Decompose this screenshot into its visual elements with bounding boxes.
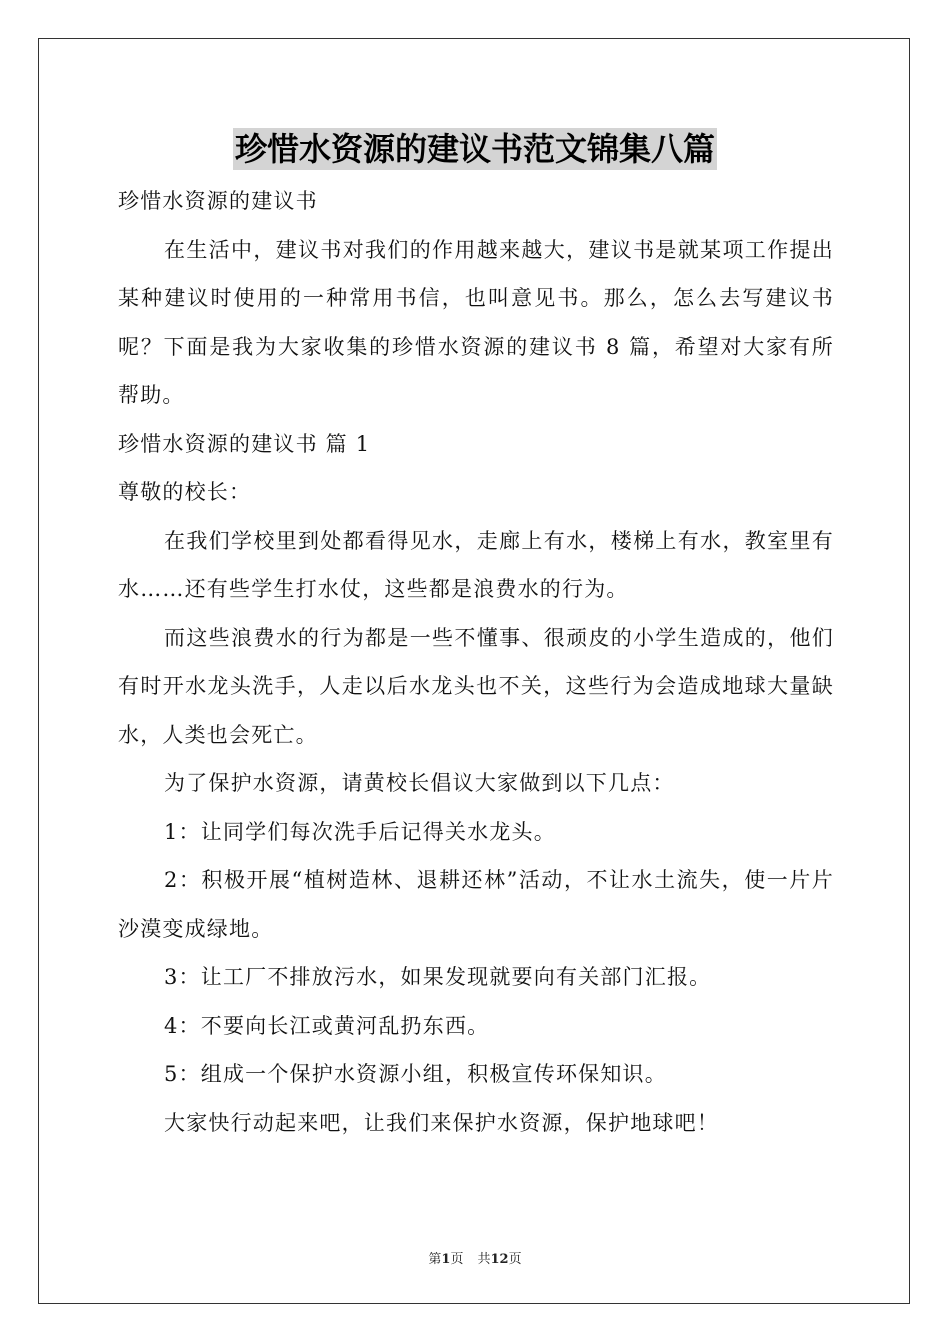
document-body [118,177,834,1147]
document-title: 珍惜水资源的建议书范文锦集八篇 [234,130,715,168]
list-item: 1：让同学们每次洗手后记得关水龙头。 [164,819,556,844]
paragraph-heading: 珍惜水资源的建议书 [118,189,318,213]
list-item: 3：让工厂不排放污水，如果发现就要向有关部门汇报。 [164,965,712,989]
page-current: 1 [441,1252,451,1267]
list-item: 5：组成一个保护水资源小组，积极宣传环保知识。 [164,1062,667,1086]
paragraph: 而这些浪费水的行为都是一些不懂事、很顽皮的小学生造成的，他们有时开水龙头洗手，人走以后水龙头也不关，这些行为会造成地球大量缺水，人类也会死亡。 [118,625,834,747]
paragraph: 为了保护水资源，请黄校长倡议大家做到以下几点： [164,771,675,795]
page-prefix: 第 [428,1252,442,1267]
paragraph: 在我们学校里到处都看得见水，走廊上有水，楼梯上有水，教室里有水……还有些学生打水仗，这些都是浪费水的行为。 [118,528,834,601]
title-container [0,128,950,170]
paragraph-intro: 在生活中，建议书对我们的作用越来越大，建议书是就某项工作提出某种建议时使用的一种常用书信，也叫意见书。那么，怎么去写建议书呢？下面是我为大家收集的珍惜水资源的建议书 8 篇，希望对大家有所帮助。 [118,237,834,407]
page-suffix: 页 [450,1252,464,1267]
list-item: 4：不要向长江或黄河乱扔东西。 [164,1013,490,1038]
section-heading: 珍惜水资源的建议书 篇 1 [118,431,371,456]
page-footer [0,1248,950,1267]
salutation: 尊敬的校长： [118,480,252,504]
list-item: 2：积极开展“植树造林、退耕还林”活动，不让水土流失，使一片片沙漠变成绿地。 [118,868,834,941]
page-total: 12 [490,1252,509,1267]
total-suffix: 页 [508,1252,522,1267]
total-prefix: 共 [477,1252,491,1267]
closing-paragraph: 大家快行动起来吧，让我们来保护水资源，保护地球吧！ [164,1110,719,1135]
